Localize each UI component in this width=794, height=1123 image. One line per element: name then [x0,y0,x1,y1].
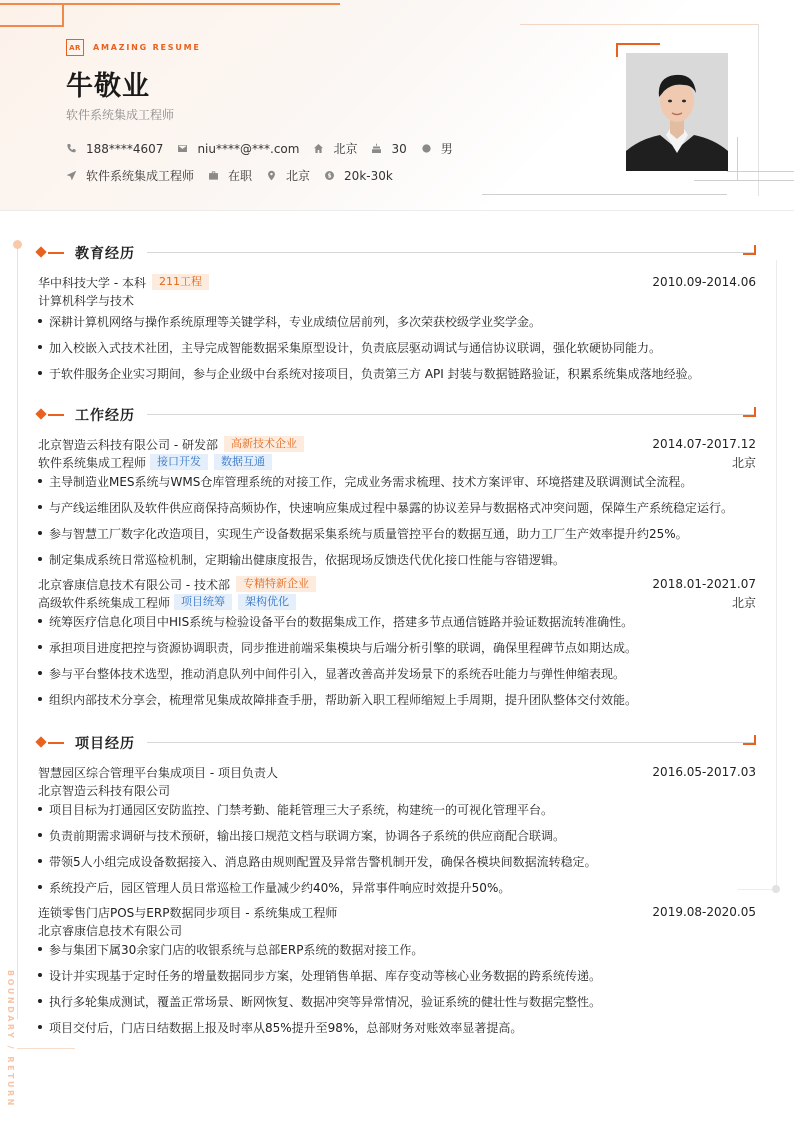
mail-icon [177,143,188,154]
section-diamond-icon [35,246,46,257]
info-age [371,142,406,156]
education-entry [38,273,756,381]
info-status [208,167,252,184]
resume-header [0,0,794,211]
section-dash [48,252,64,254]
decor-corner-top-left [0,3,64,27]
entry-date: 2016.05-2017.03 [652,765,756,779]
project-entry [38,903,756,1035]
entry-sub-row [38,453,756,471]
info-target-city [266,167,310,184]
info-value: 20k-30k [344,168,393,183]
bullet-item: 制定集成系统日常巡检机制，定期输出健康度报告，依据现场反馈迭代优化接口性能与容错逻辑。 [38,551,565,568]
info-phone [66,142,163,156]
section-work-header [37,405,756,423]
company-name: 北京睿康信息技术有限公司 - 技术部 [38,577,230,592]
candidate-name: 牛敬业 [66,71,150,102]
section-corner-decor [743,245,756,255]
profile-photo [626,53,728,171]
entry-sub-row [38,781,756,799]
bullet-item: 组织内部技术分享会，梳理常见集成故障排查手册，帮助新入职工程师缩短上手周期，提升团队整体交付效能。 [38,691,637,708]
info-value: 30 [391,141,407,156]
bullet-item: 项目交付后，门店日结数据上报及时率从85%提升至98%，总部财务对账效率显著提高。 [38,1019,522,1036]
section-divider [147,414,756,415]
phone-icon [66,143,77,154]
decor-h-line [694,180,794,181]
section-education-header [37,243,756,261]
role-tag: 架构优化 [238,594,296,610]
candidate-title: 软件系统集成工程师 [66,108,175,122]
brand-label: AMAZING RESUME [93,43,201,52]
bullet-item: 深耕计算机网络与操作系统原理等关键学科，专业成绩位居前列，多次荣获校级学业奖学金。 [38,313,541,330]
role-tag: 数据互通 [214,454,272,470]
side-watermark-text: BOUNDARY / RETURN [6,970,15,1108]
company-tag: 专精特新企业 [236,576,316,592]
section-dash [48,414,64,416]
section-divider [147,742,756,743]
section-diamond-icon [35,408,46,419]
section-corner-decor [743,735,756,745]
job-intent-row [66,167,407,184]
entry-date: 2019.08-2020.05 [652,905,756,919]
entry-sub-row [38,921,756,939]
bullet-item: 系统投产后，园区管理人员日常巡检工作量减少约40%，异常事件响应时效提升50%。 [38,879,510,896]
home-icon [313,143,324,154]
bullet-item: 参与集团下属30余家门店的收银系统与总部ERP系统的数据对接工作。 [38,941,423,958]
school-tag: 211工程 [152,274,209,290]
info-email [177,142,299,156]
work-entry [38,435,756,567]
briefcase-icon [208,170,219,181]
salary-icon [324,170,335,181]
bullet-item: 于软件服务企业实习期间，参与企业级中台系统对接项目，负责第三方 API 封装与数据链路验证，积累系统集成落地经验。 [38,365,700,382]
brand-badge: AR [66,39,84,56]
side-horizontal-line [17,1048,75,1049]
section-dash [48,742,64,744]
decor-v-line [737,137,738,180]
section-title: 项目经历 [75,736,135,752]
role-tag: 接口开发 [150,454,208,470]
bullet-item: 执行多轮集成测试，覆盖正常场景、断网恢复、数据冲突等异常情况，验证系统的健壮性与数据完整性。 [38,993,601,1010]
side-dot [13,240,22,249]
school-name: 华中科技大学 - 本科 [38,275,146,290]
right-horizontal-line [738,889,776,890]
bullet-item: 与产线运维团队及软件供应商保持高频协作，快速响应集成过程中暴露的协议差异与数据格式冲突问题，保障生产系统稳定运行。 [38,499,733,516]
role-tag: 项目统筹 [174,594,232,610]
job-role: 软件系统集成工程师 [38,455,147,470]
work-entry [38,575,756,707]
gender-icon [421,143,432,154]
info-value: 软件系统集成工程师 [86,169,195,183]
decor-bottom-line [482,194,727,195]
section-diamond-icon [35,736,46,747]
project-company: 北京睿康信息技术有限公司 [38,923,183,938]
info-value: niu****@***.com [197,141,300,156]
bullet-item: 统筹医疗信息化项目中HIS系统与检验设备平台的数据集成工作，搭建多节点通信链路并验证数据流转准确性。 [38,613,633,630]
svg-text:$: $ [327,173,332,180]
info-value: 188****4607 [86,141,164,156]
right-dot [772,885,780,893]
info-value: 北京 [333,142,358,156]
side-vertical-line [17,249,18,1019]
entry-sub-row [38,593,756,611]
entry-date: 2014.07-2017.12 [652,437,756,451]
info-residence [313,140,357,157]
bullet-item: 主导制造业MES系统与WMS仓库管理系统的对接工作，完成业务需求梳理、技术方案评审、环境搭建及联调测试全流程。 [38,473,692,490]
info-target-role [66,167,194,184]
contact-row [66,140,467,157]
info-value: 男 [440,142,453,156]
entry-header-row [38,435,756,453]
section-projects-header [37,733,756,751]
project-company: 北京智造云科技有限公司 [38,783,171,798]
info-salary [324,169,393,183]
project-name: 连锁零售门店POS与ERP数据同步项目 - 系统集成工程师 [38,905,338,920]
decor-h-line-2 [727,171,794,172]
section-title: 教育经历 [75,246,135,262]
send-icon [66,170,77,181]
company-tag: 高新技术企业 [224,436,304,452]
bullet-item: 加入校嵌入式技术社团，主导完成智能数据采集原型设计，负责底层驱动调试与通信协议联调，强化软硬协同能力。 [38,339,661,356]
info-value: 北京 [286,169,311,183]
project-name: 智慧园区综合管理平台集成项目 - 项目负责人 [38,765,278,780]
major: 计算机科学与技术 [38,293,135,308]
bullet-item: 参与智慧工厂数字化改造项目，实现生产设备数据采集系统与质量管控平台的数据互通，助力工厂生产效率提升约25%。 [38,525,688,542]
entry-header-row [38,273,756,291]
bullet-item: 设计并实现基于定时任务的增量数据同步方案，处理销售单据、库存变动等核心业务数据的跨系统传递。 [38,967,601,984]
entry-header-row [38,575,756,593]
location-icon [266,170,277,181]
job-location: 北京 [731,595,756,610]
entry-header-row [38,903,756,921]
cake-icon [371,143,382,154]
info-value: 在职 [228,169,253,183]
bullet-item: 项目目标为打通园区安防监控、门禁考勤、能耗管理三大子系统，构建统一的可视化管理平台。 [38,801,553,818]
info-gender [421,140,453,157]
entry-date: 2018.01-2021.07 [652,577,756,591]
bullet-item: 参与平台整体技术选型，推动消息队列中间件引入，显著改善高并发场景下的系统吞吐能力与弹性伸缩表现。 [38,665,625,682]
entry-header-row [38,763,756,781]
bullet-item: 承担项目进度把控与资源协调职责，同步推进前端采集模块与后端分析引擎的联调，确保里程碑节点如期达成。 [38,639,637,656]
job-location: 北京 [731,455,756,470]
job-role: 高级软件系统集成工程师 [38,595,171,610]
right-vertical-line [776,260,777,890]
bullet-item: 带领5人小组完成设备数据接入、消息路由规则配置及异常告警机制开发，确保各模块间数据流转稳定。 [38,853,597,870]
section-divider [147,252,756,253]
entry-date: 2010.09-2014.06 [652,275,756,289]
entry-sub-row [38,291,756,309]
company-name: 北京智造云科技有限公司 - 研发部 [38,437,218,452]
section-corner-decor [743,407,756,417]
project-entry [38,763,756,895]
section-title: 工作经历 [75,408,135,424]
bullet-item: 负责前期需求调研与技术预研，输出接口规范文档与联调方案，协调各子系统的供应商配合联调。 [38,827,565,844]
